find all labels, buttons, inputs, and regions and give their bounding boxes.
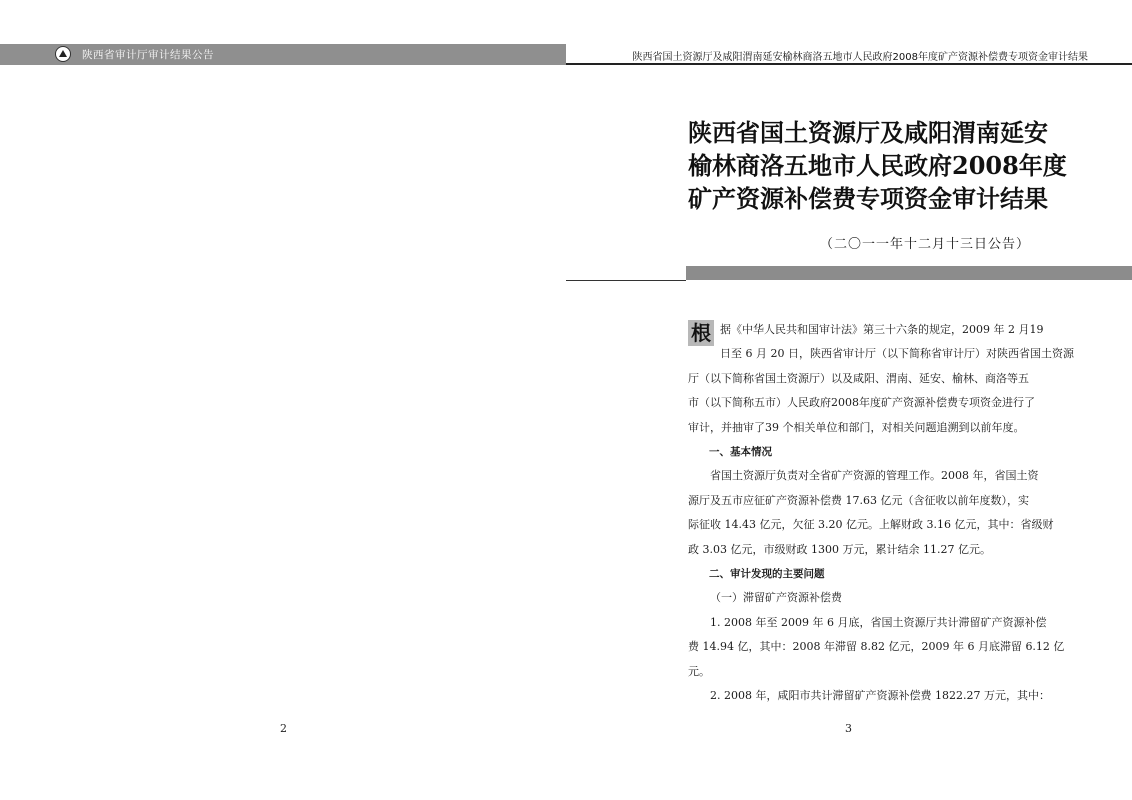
- text-line: 市（以下简称五市）人民政府2008年度矿产资源补偿费专项资金进行了: [688, 396, 1035, 410]
- drop-cap: 根: [688, 320, 714, 346]
- title-line: 陕西省国土资源厅及咸阳渭南延安: [688, 118, 1048, 147]
- left-page-number: 2: [280, 722, 287, 735]
- document-title: [688, 116, 1108, 215]
- text-line: 厅（以下简称省国土资源厅）以及咸阳、渭南、延安、榆林、商洛等五: [688, 371, 1029, 385]
- text-line: 据《中华人民共和国审计法》第三十六条的规定，2009 年 2 月19: [720, 323, 1044, 336]
- right-running-header: 陕西省国土资源厅及咸阳渭南延安榆林商洛五地市人民政府2008年度矿产资源补偿费专项资金审计结果: [632, 52, 1088, 63]
- paragraph: [688, 464, 1064, 562]
- audit-logo-icon: [55, 46, 71, 62]
- text-line: 日至 6 月 20 日，陕西省审计厅（以下简称省审计厅）对陕西省国土资源: [720, 347, 1074, 361]
- right-page-number: 3: [845, 722, 852, 735]
- text-line: 元。: [688, 664, 710, 678]
- subsection-heading: （一）滞留矿产资源补偿费: [710, 591, 842, 605]
- text-line: 2. 2008 年，咸阳市共计滞留矿产资源补偿费 1822.27 万元，其中：: [710, 689, 1050, 703]
- text-line: 源厅及五市应征矿产资源补偿费 17.63 亿元（含征收以前年度数），实: [688, 493, 1029, 507]
- paragraph: [688, 611, 1064, 684]
- text-line: 审计，并抽审了39 个相关单位和部门，对相关问题追溯到以前年度。: [688, 420, 1025, 434]
- announcement-date: （二〇一一年十二月十三日公告）: [820, 237, 1031, 252]
- divider-rule: [566, 280, 686, 281]
- intro-paragraph: [688, 318, 1074, 440]
- divider-bar: [686, 266, 1132, 280]
- body-text: [688, 318, 1074, 709]
- text-line: 费 14.94 亿，其中：2008 年滞留 8.82 亿元，2009 年 6 月底滞留 6.12 亿: [688, 640, 1065, 654]
- text-line: 1. 2008 年至 2009 年 6 月底，省国土资源厅共计滞留矿产资源补偿: [710, 615, 1047, 629]
- text-line: 省国土资源厅负责对全省矿产资源的管理工作。2008 年，省国土资: [710, 469, 1039, 483]
- header-rule: [566, 63, 1132, 65]
- title-line: 矿产资源补偿费专项资金审计结果: [688, 184, 1048, 213]
- text-line: 际征收 14.43 亿元，欠征 3.20 亿元。上解财政 3.16 亿元，其中：省级财: [688, 518, 1054, 532]
- title-line: 榆林商洛五地市人民政府2008年度: [688, 151, 1067, 180]
- text-line: 政 3.03 亿元，市级财政 1300 万元，累计结余 11.27 亿元。: [688, 542, 991, 556]
- section-heading: 二、审计发现的主要问题: [709, 568, 825, 581]
- section-heading: 一、基本情况: [709, 446, 772, 459]
- left-header-title: 陕西省审计厅审计结果公告: [82, 49, 214, 61]
